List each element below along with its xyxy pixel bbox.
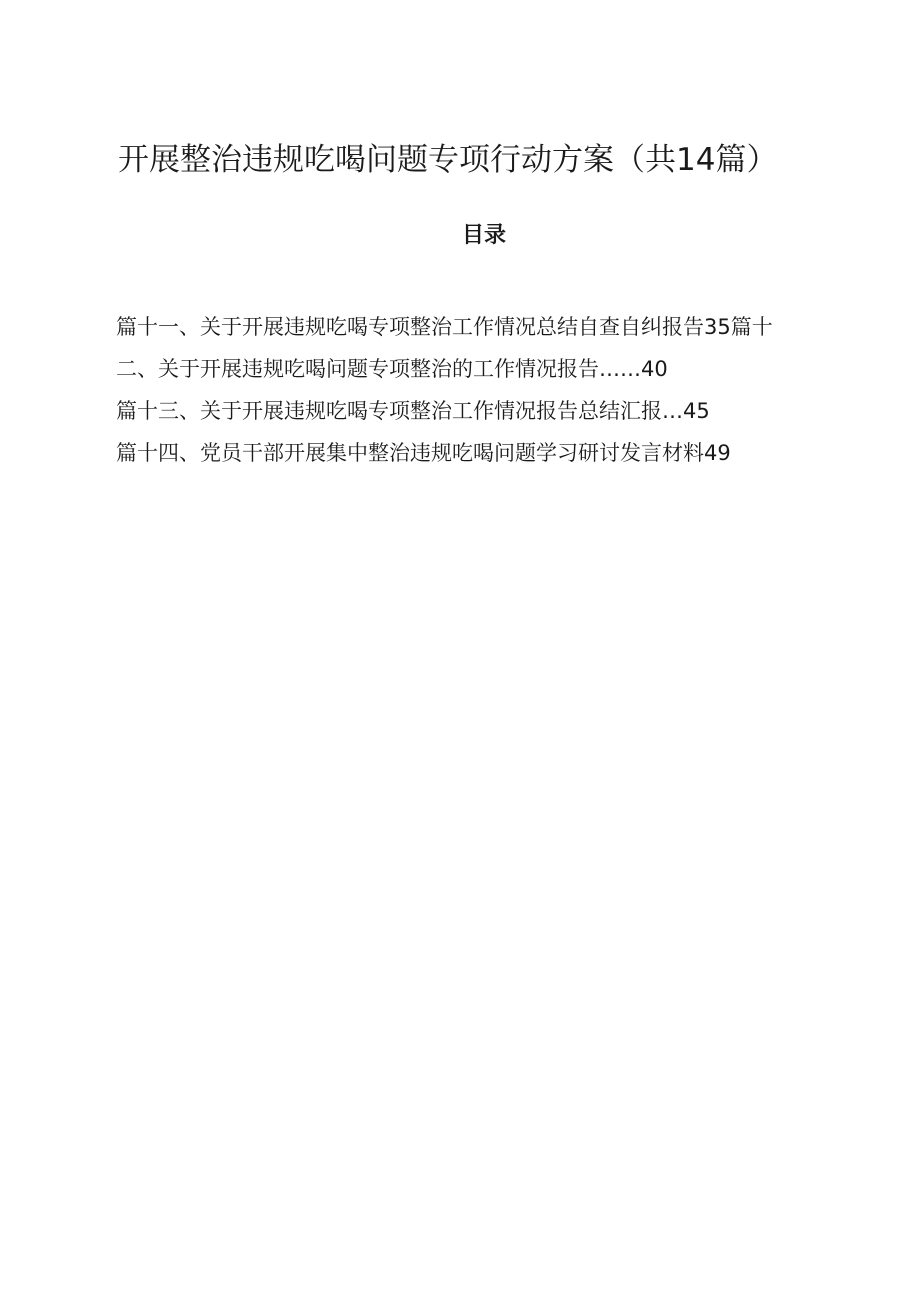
toc-heading: 目录 — [461, 223, 506, 248]
toc-entry-line[interactable]: 篇十四、党员干部开展集中整治违规吃喝问题学习研讨发言材料49 — [116, 441, 731, 465]
toc-entry-line[interactable]: 二、关于开展违规吃喝问题专项整治的工作情况报告……40 — [116, 357, 668, 381]
toc-entry-line[interactable]: 篇十一、关于开展违规吃喝专项整治工作情况总结自查自纠报告35篇十 — [116, 315, 773, 339]
toc-entry-line[interactable]: 篇十三、关于开展违规吃喝专项整治工作情况报告总结汇报…45 — [116, 399, 710, 423]
document-title: 开展整治违规吃喝问题专项行动方案（共14篇） — [118, 142, 778, 178]
table-of-contents — [116, 306, 836, 474]
